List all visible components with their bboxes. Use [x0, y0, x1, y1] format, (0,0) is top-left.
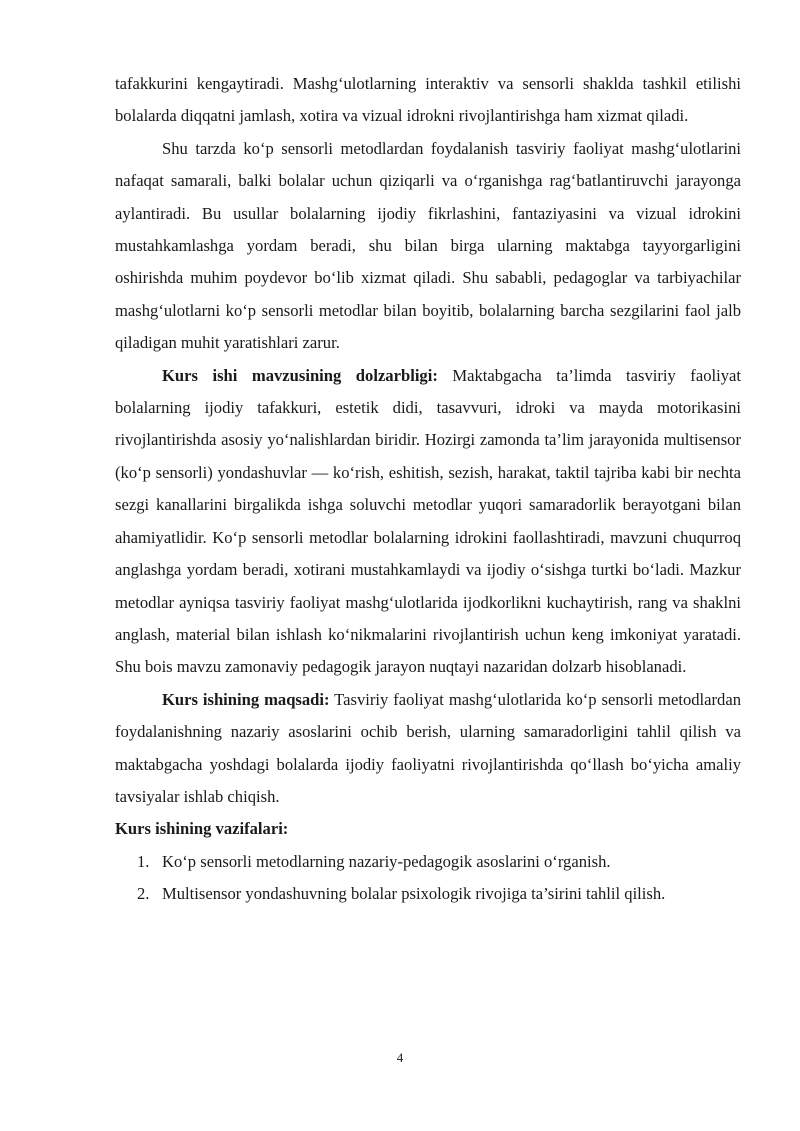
list-item: [115, 846, 741, 878]
list-item: [115, 878, 741, 910]
paragraph-multisensory-summary: Shu tarzda ko‘p sensorli metodlardan foydalanish tasviriy faoliyat mashg‘ulotlarini nafaqat samarali, balki bolalar uchun qiziqarli va o‘rganishga rag‘batlantiruvchi jarayonga aylantiradi. Bu usullar bolalarning ijodiy fikrlashini, fantaziyasini va vizual idrokini mustahkamlashga yordam beradi, shu bilan birga ularning maktabga tayyorgarligini oshirishda muhim poydevor bo‘lib xizmat qiladi. Shu sababli, pedagoglar va tarbiyachilar mashg‘ulotlarni ko‘p sensorli metodlar bilan boyitib, bolalarning barcha sezgilarini faol jalb qiladigan muhit yaratishlari zarur.: [115, 138, 741, 353]
list-item-text: Multisensor yondashuvning bolalar psixologik rivojiga ta’sirini tahlil qilish.: [162, 884, 666, 904]
list-item-number: 2.: [137, 884, 150, 904]
paragraph-goal: [115, 684, 741, 814]
tasks-list: [115, 846, 741, 911]
page-number: 4: [396, 1050, 404, 1065]
relevance-heading: Kurs ishi mavzusining dolzarbligi:: [162, 365, 438, 385]
list-item-number: 1.: [137, 851, 150, 871]
paragraph-continuation: tafakkurini kengaytiradi. Mashg‘ulotlarning interaktiv va sensorli shaklda tashkil etilishi bolalarda diqqatni jamlash, xotira va vizual idrokni rivojlantirishga ham xizmat qiladi.: [115, 74, 741, 126]
goal-heading: Kurs ishining maqsadi:: [162, 689, 330, 709]
paragraph-relevance: [115, 360, 741, 684]
list-item-text: Ko‘p sensorli metodlarning nazariy-pedagogik asoslarini o‘rganish.: [162, 851, 611, 871]
page-content: [115, 68, 741, 911]
tasks-heading: Kurs ishining vazifalari:: [115, 819, 289, 839]
relevance-body: Maktabgacha ta’limda tasviriy faoliyat bolalarning ijodiy tafakkuri, estetik didi, tasavvuri, idroki va mayda motorikasini rivojlantirishda asosiy yo‘nalishlardan biridir. Hozirgi zamonda ta’lim jarayonida multisensor (ko‘p sensorli) yondashuvlar — ko‘rish, eshitish, sezish, harakat, taktil tajriba kabi bir nechta sezgi kanallarini birgalikda ishga soluvchi metodlar yuqori samaradorlik berayotgani bilan ahamiyatlidir. Ko‘p sensorli metodlar bolalarning idrokini faollashtiradi, mavzuni chuqurroq anglashga yordam beradi, xotirani mustahkamlaydi va ijodiy o‘sishga turtki bo‘ladi. Mazkur metodlar ayniqsa tasviriy faoliyat mashg‘ulotlarida ijodkorlikni kuchaytirish, rang va shaklni anglash, material bilan ishlash ko‘nikmalarini rivojlantirish uchun keng imkoniyat yaratadi. Shu bois mavzu zamonaviy pedagogik jarayon nuqtayi nazaridan dolzarb hisoblanadi.: [115, 365, 741, 677]
goal-body: Tasviriy faoliyat mashg‘ulotlarida ko‘p sensorli metodlardan foydalanishning nazariy asoslarini ochib berish, ularning samaradorligini tahlil qilish va maktabgacha yoshdagi bolalarda ijodiy faoliyatni rivojlantirishda qo‘llash bo‘yicha amaliy tavsiyalar ishlab chiqish.: [115, 689, 741, 806]
